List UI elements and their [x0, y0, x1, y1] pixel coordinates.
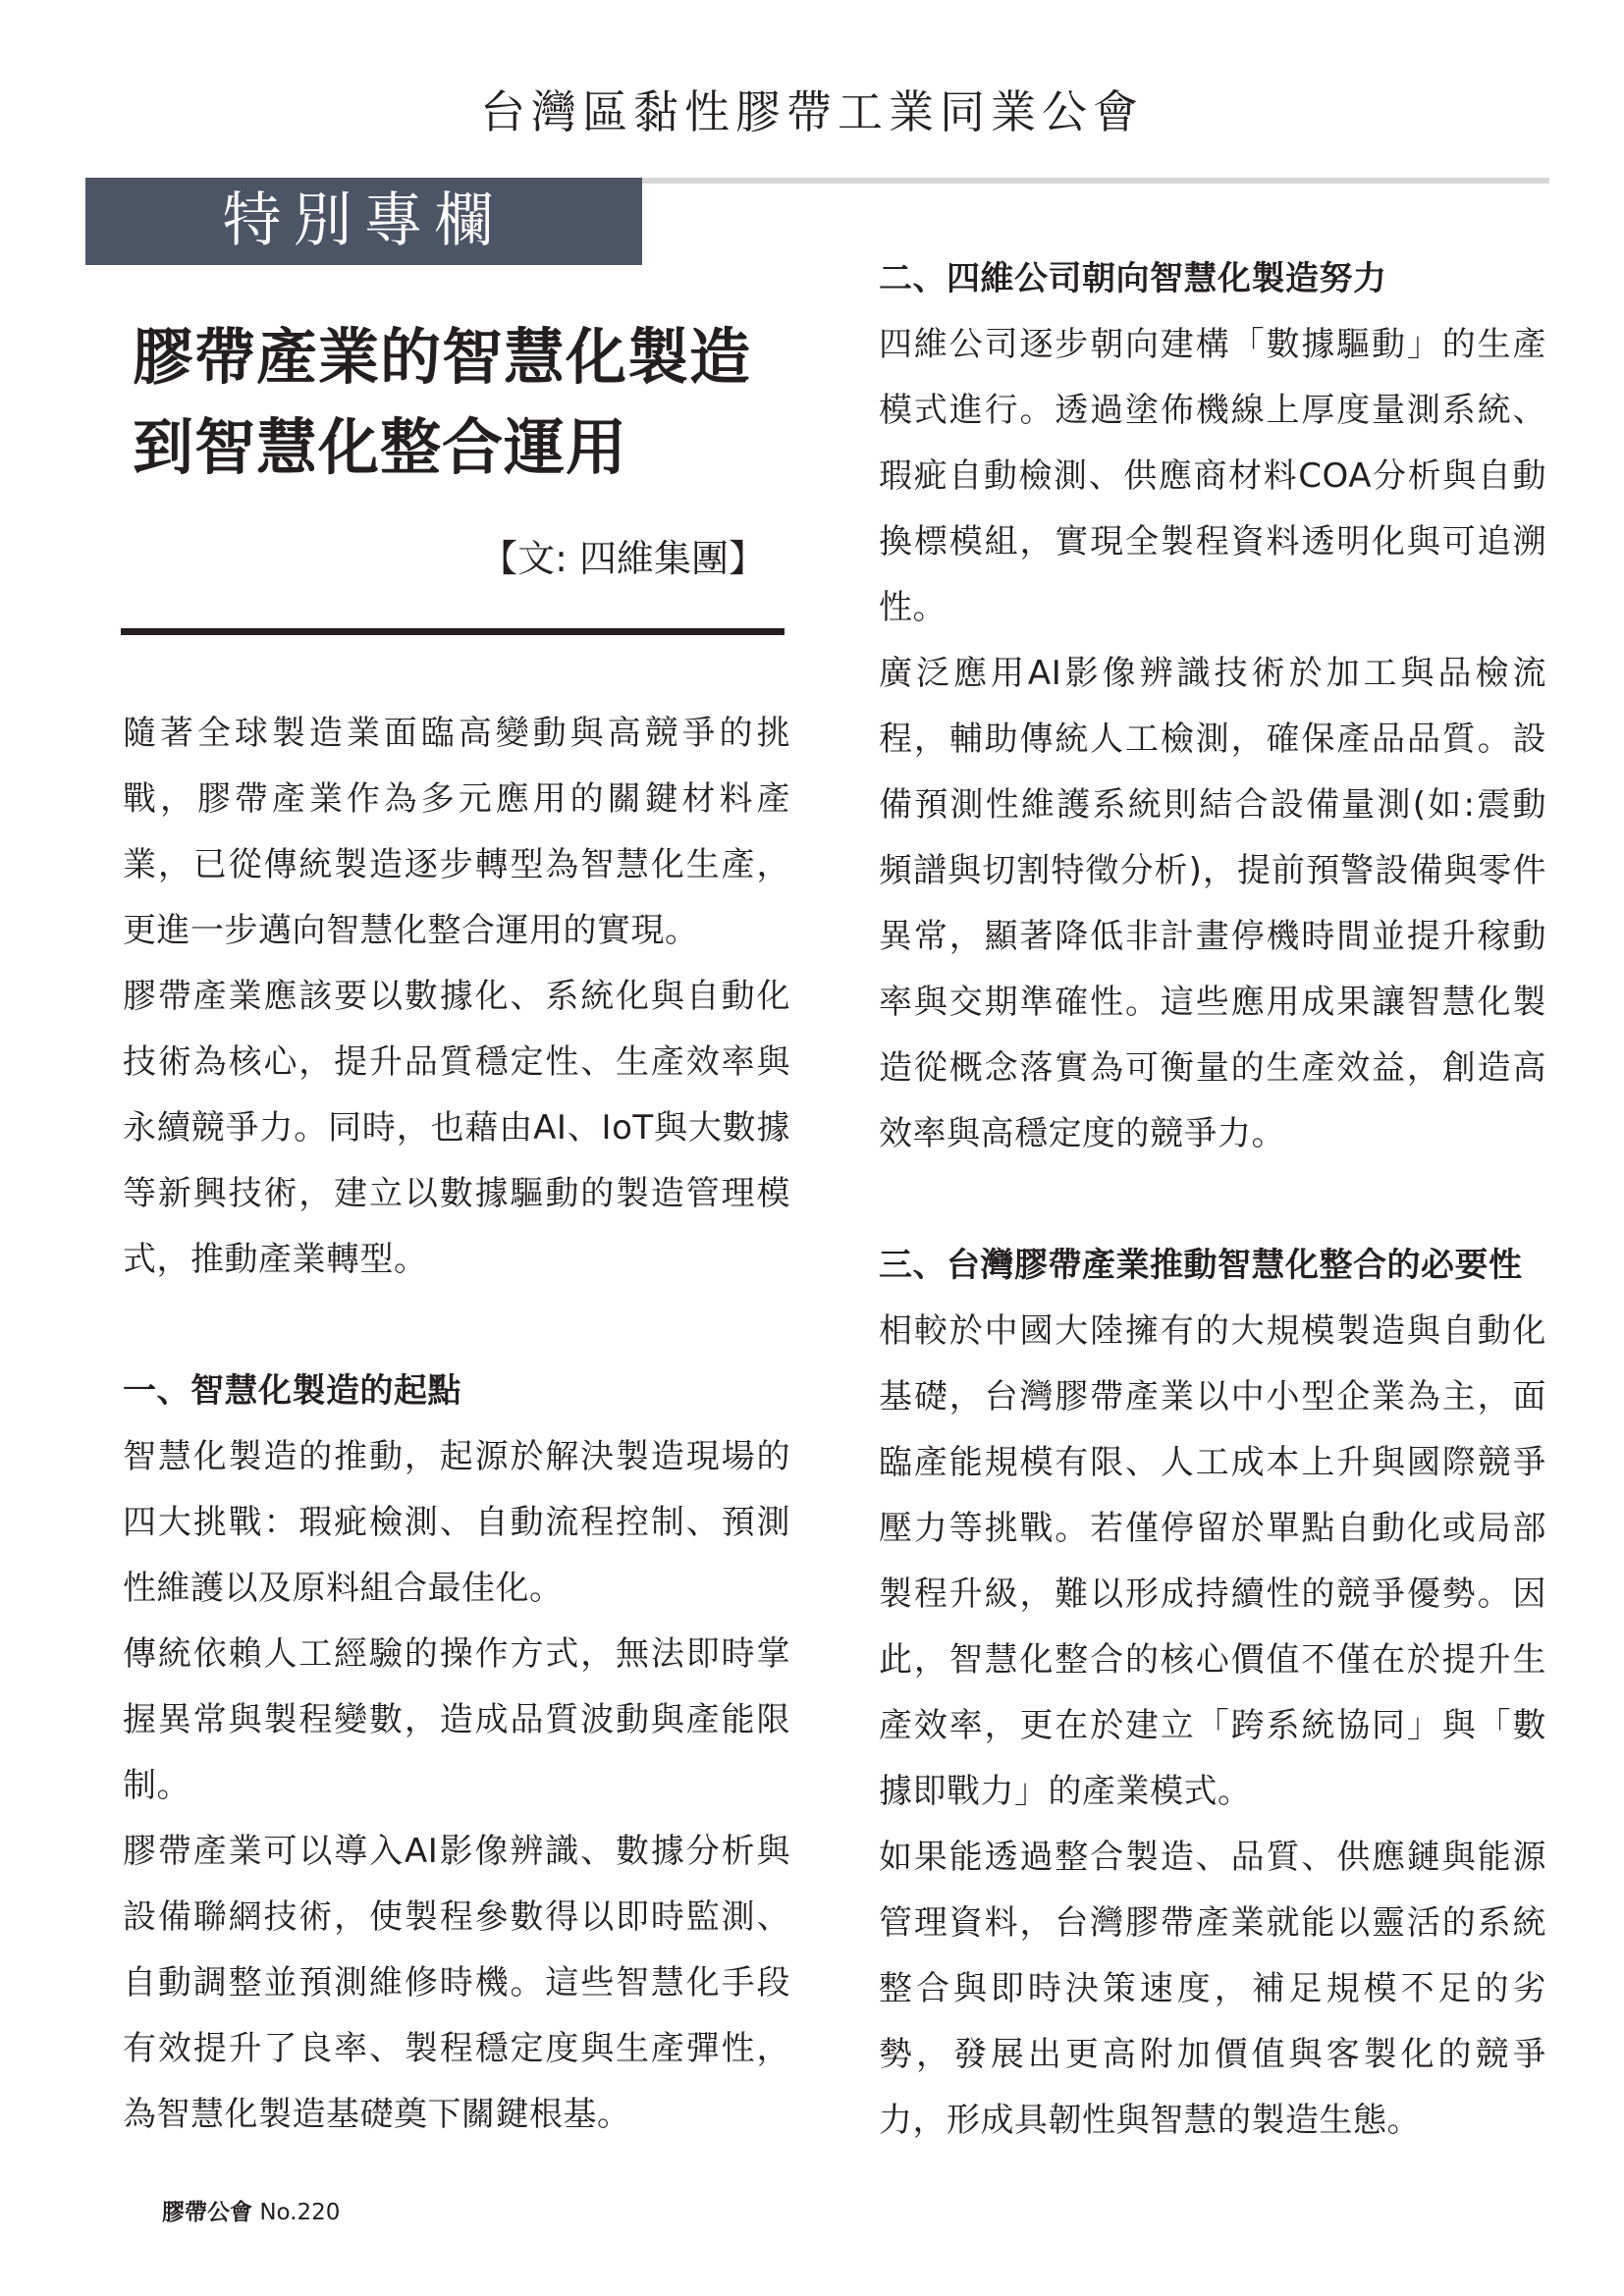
intro-paragraph: 隨著全球製造業面臨高變動與高競爭的挑戰，膠帶產業作為多元應用的關鍵材料產業，已從傳統製造逐步轉型為智慧化生產，更進一步邁向智慧化整合運用的實現。	[123, 714, 790, 950]
section-1-heading: 一、智慧化製造的起點	[123, 1371, 461, 1411]
article-title-line-2: 到智慧化整合運用	[133, 411, 628, 483]
page-footer	[162, 2194, 340, 2226]
org-header: 台灣區黏性膠帶工業同業公會	[480, 85, 1144, 138]
title-divider	[121, 628, 785, 635]
right-column	[879, 246, 1546, 2154]
footer-publication: 膠帶公會	[162, 2200, 252, 2225]
section-banner: 特別專欄	[85, 178, 642, 265]
section-1-paragraph: 膠帶產業可以導入AI影像辨識、數據分析與設備聯網技術，使製程參數得以即時監測、自動調整並預測維修時機。這些智慧化手段有效提升了良率、製程穩定度與生產彈性，為智慧化製造基礎奠下關鍵根基。	[123, 1832, 790, 2134]
article-title	[133, 312, 820, 493]
section-1-paragraph: 智慧化製造的推動，起源於解決製造現場的四大挑戰：瑕疵檢測、自動流程控制、預測性維護以及原料組合最佳化。	[123, 1437, 790, 1608]
article-title-line-1: 膠帶產業的智慧化製造	[133, 321, 752, 393]
footer-issue: No.220	[259, 2200, 341, 2225]
article-byline: 【文: 四維集團】	[480, 537, 766, 580]
left-column	[123, 701, 790, 2148]
section-2-heading: 二、四維公司朝向智慧化製造努力	[879, 259, 1387, 298]
section-1-paragraph: 傳統依賴人工經驗的操作方式，無法即時掌握異常與製程變數，造成品質波動與產能限制。	[123, 1634, 790, 1805]
section-3-heading: 三、台灣膠帶產業推動智慧化整合的必要性	[879, 1246, 1523, 1285]
header-divider	[642, 178, 1549, 184]
section-2-paragraph: 四維公司逐步朝向建構「數據驅動」的生產模式進行。透過塗佈機線上厚度量測系統、瑕疵自動檢測、供應商材料COA分析與自動換標模組，實現全製程資料透明化與可追溯性。	[879, 325, 1546, 627]
section-3-paragraph: 如果能透過整合製造、品質、供應鏈與能源管理資料，台灣膠帶產業就能以靈活的系統整合與即時決策速度，補足規模不足的劣勢，發展出更高附加價值與客製化的競爭力，形成具韌性與智慧的製造生態。	[879, 1838, 1546, 2140]
section-3-paragraph: 相較於中國大陸擁有的大規模製造與自動化基礎，台灣膠帶產業以中小型企業為主，面臨產能規模有限、人工成本上升與國際競爭壓力等挑戰。若僅停留於單點自動化或局部製程升級，難以形成持續性的競爭優勢。因此，智慧化整合的核心價值不僅在於提升生產效率，更在於建立「跨系統協同」與「數據即戰力」的產業模式。	[879, 1311, 1546, 1811]
intro-paragraph: 膠帶產業應該要以數據化、系統化與自動化技術為核心，提升品質穩定性、生產效率與永續競爭力。同時，也藉由AI、IoT與大數據等新興技術，建立以數據驅動的製造管理模式，推動產業轉型。	[123, 977, 790, 1279]
section-2-paragraph: 廣泛應用AI影像辨識技術於加工與品檢流程，輔助傳統人工檢測，確保產品品質。設備預測性維護系統則結合設備量測(如:震動頻譜與切割特徵分析)，提前預警設備與零件異常，顯著降低非計畫停機時間並提升稼動率與交期準確性。這些應用成果讓智慧化製造從概念落實為可衡量的生產效益，創造高效率與高穩定度的競爭力。	[879, 654, 1546, 1153]
